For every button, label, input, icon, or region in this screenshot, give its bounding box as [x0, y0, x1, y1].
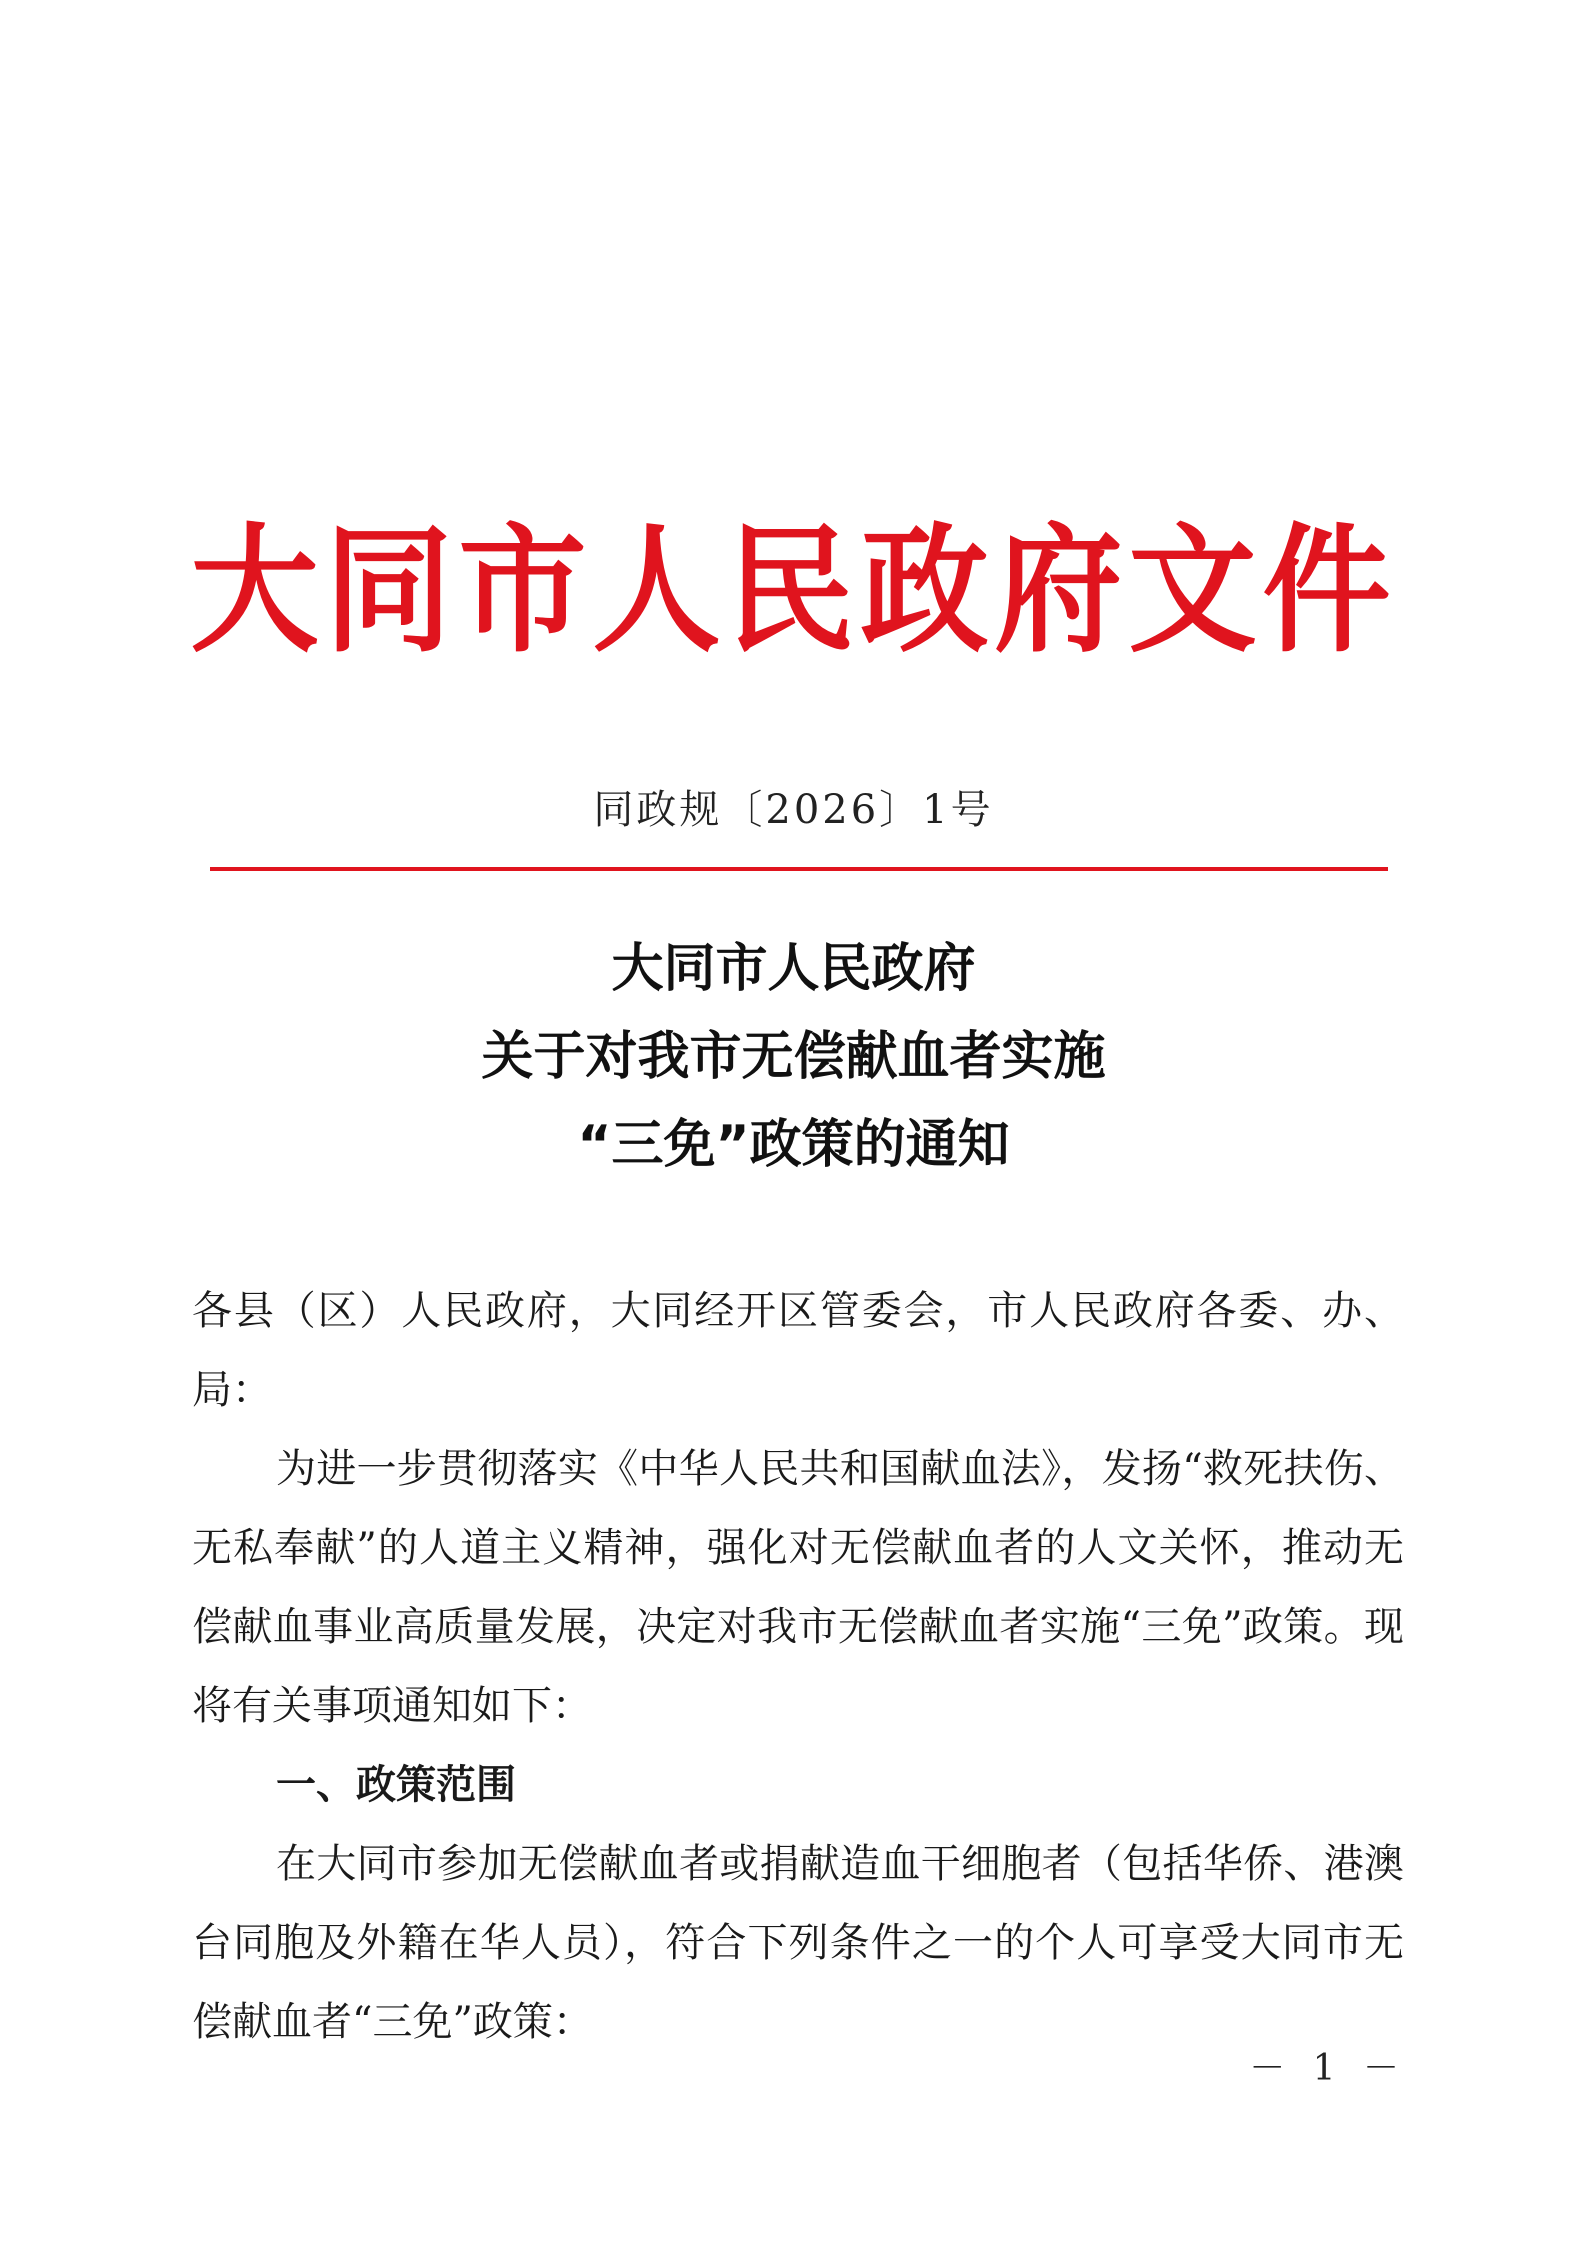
paragraph-intro: 为进一步贯彻落实《中华人民共和国献血法》，发扬“救死扶伤、无私奉献”的人道主义精神，强化对无偿献血者的人文关怀，推动无偿献血事业高质量发展，决定对我市无偿献血者实施“三免”政策。现将有关事项通知如下：: [192, 1446, 1404, 1729]
red-divider-line: [210, 867, 1388, 871]
salutation: 各县（区）人民政府，大同经开区管委会，市人民政府各委、办、局：: [192, 1288, 1404, 1413]
section-heading-policy-scope: 一、政策范围: [276, 1762, 516, 1808]
issuer-red-header: 大同市人民政府文件: [190, 511, 1397, 672]
page-number: － 1 －: [1249, 2048, 1407, 2089]
title-line-1: 大同市人民政府: [611, 939, 976, 999]
notice-title: [0, 925, 1587, 1189]
title-line-3: “三免”政策的通知: [577, 1115, 1010, 1175]
title-line-2: 关于对我市无偿献血者实施: [481, 1027, 1106, 1087]
document-number: 同政规〔2026〕1号: [593, 787, 994, 833]
notice-body: [192, 1272, 1404, 2062]
paragraph-scope: 在大同市参加无偿献血者或捐献造血干细胞者（包括华侨、港澳台同胞及外籍在华人员），符合下列条件之一的个人可享受大同市无偿献血者“三免”政策：: [192, 1841, 1404, 2045]
